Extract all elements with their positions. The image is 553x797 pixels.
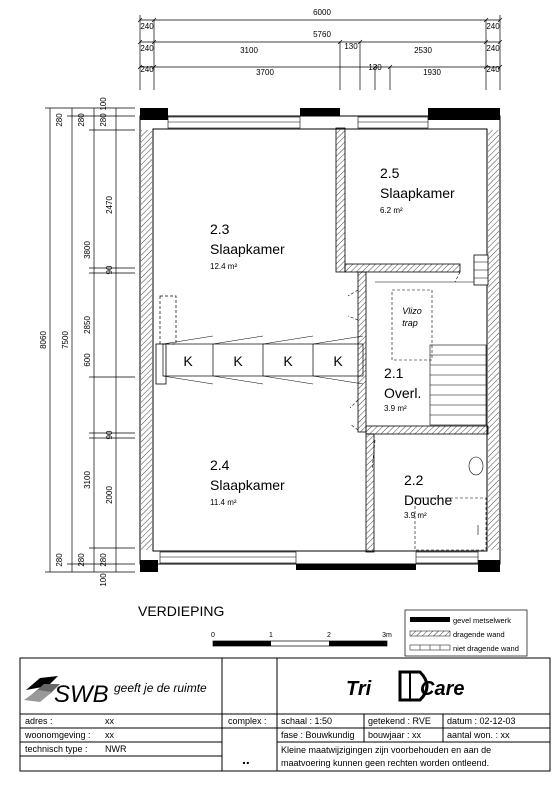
room-area: 12.4 m²: [210, 262, 238, 271]
bouwjaar: bouwjaar : xx: [368, 730, 422, 740]
closet-label: K: [283, 353, 293, 369]
woonomgeving-value: xx: [105, 730, 114, 740]
dim-left-small: 280: [77, 553, 86, 567]
dim-left-part: 90: [105, 430, 114, 440]
dim-left-small: 100: [99, 573, 108, 587]
room-area: 3.9 m²: [384, 404, 407, 413]
dim-row2-c: 2530: [414, 46, 432, 55]
swb-logo-tagline: geeft je de ruimte: [114, 681, 207, 695]
vlizo-label: trap: [402, 318, 418, 328]
dim-inner-width: 5760: [313, 30, 331, 39]
room-number: 2.3: [210, 221, 230, 237]
scale-bar: [213, 641, 387, 646]
floor-title: VERDIEPING: [138, 603, 225, 619]
dim-left-part: 90: [105, 265, 114, 275]
dim-left-small: 280: [99, 553, 108, 567]
dim-edge-label: 240: [486, 65, 500, 74]
dim-left-small: 100: [99, 97, 108, 111]
tricare-logo-right: Care: [420, 678, 465, 700]
disclaimer-line: Kleine maatwijzigingen zijn voorbehouden en aan de: [281, 745, 492, 755]
room-number: 2.1: [384, 365, 404, 381]
type-label: technisch type :: [25, 744, 88, 754]
type-value: NWR: [105, 744, 127, 754]
vlizo-label: Vlizo: [402, 306, 422, 316]
room-name: Douche: [404, 492, 453, 508]
scale-tick-label: 3m: [382, 632, 392, 639]
getekend: getekend : RVE: [368, 716, 431, 726]
dim-edge-label: 240: [486, 44, 500, 53]
adres-value: xx: [105, 716, 114, 726]
woonomgeving-label: woonomgeving :: [25, 730, 91, 740]
closet-label: K: [183, 353, 193, 369]
disclaimer-line: maatvoering kunnen geen rechten worden ontleend.: [281, 758, 490, 768]
dim-row3-c: 1930: [423, 68, 441, 77]
room-area: 11.4 m²: [210, 498, 237, 507]
scale-tick-label: 0: [211, 632, 215, 639]
schaal: schaal : 1:50: [281, 716, 333, 726]
dim-row2-b: 130: [344, 42, 358, 51]
adres-label: adres :: [25, 716, 53, 726]
datum: datum : 02-12-03: [447, 716, 516, 726]
top-dimensions: [138, 15, 502, 90]
aantal: aantal won. : xx: [447, 730, 510, 740]
dim-total-width: 6000: [313, 8, 331, 17]
closet-block: [160, 296, 363, 384]
room-name: Slaapkamer: [210, 241, 285, 257]
legend-label: niet dragende wand: [453, 644, 519, 653]
room-number: 2.2: [404, 472, 424, 488]
room-area: 3.9 m²: [404, 511, 427, 520]
dim-left-part: 2000: [105, 486, 114, 504]
scale-tick-label: 2: [327, 632, 331, 639]
room-area: 6.2 m²: [380, 206, 403, 215]
dim-row3-a: 3700: [256, 68, 274, 77]
dim-row3-b: 130: [368, 63, 382, 72]
dim-left-part: 3100: [83, 471, 92, 489]
dim-left-total: 8060: [39, 331, 48, 349]
left-dimensions: [45, 108, 135, 572]
room-name: Overl.: [384, 385, 422, 401]
room-name: Slaapkamer: [380, 185, 455, 201]
dim-left-mid: 7500: [61, 331, 70, 349]
dim-left-small: 280: [55, 553, 64, 567]
legend-label: gevel metselwerk: [453, 616, 511, 625]
dim-edge-label: 240: [140, 22, 154, 31]
dim-left-small: 280: [77, 113, 86, 127]
fase: fase : Bouwkundig: [281, 730, 355, 740]
dim-left-part: 2470: [105, 196, 114, 214]
closet-label: K: [233, 353, 243, 369]
scale-tick-label: 1: [269, 632, 273, 639]
dim-left-small: 280: [99, 113, 108, 127]
dim-edge-label: 240: [140, 44, 154, 53]
room-name: Slaapkamer: [210, 477, 285, 493]
dim-left-part: 3800: [83, 241, 92, 259]
dim-left-small: 280: [55, 113, 64, 127]
dim-left-part: 2850: [83, 316, 92, 334]
legend-label: dragende wand: [453, 630, 505, 639]
complex-value: ..: [242, 751, 250, 767]
swb-logo-brand: SWB: [54, 681, 109, 708]
dim-row2-a: 3100: [240, 46, 258, 55]
closet-label: K: [333, 353, 343, 369]
tricare-logo-left: Tri: [346, 678, 372, 700]
room-number: 2.5: [380, 165, 400, 181]
room-number: 2.4: [210, 457, 230, 473]
dim-left-part: 600: [83, 353, 92, 367]
dim-edge-label: 240: [486, 22, 500, 31]
dim-edge-label: 240: [140, 65, 154, 74]
complex-label: complex :: [228, 716, 267, 726]
